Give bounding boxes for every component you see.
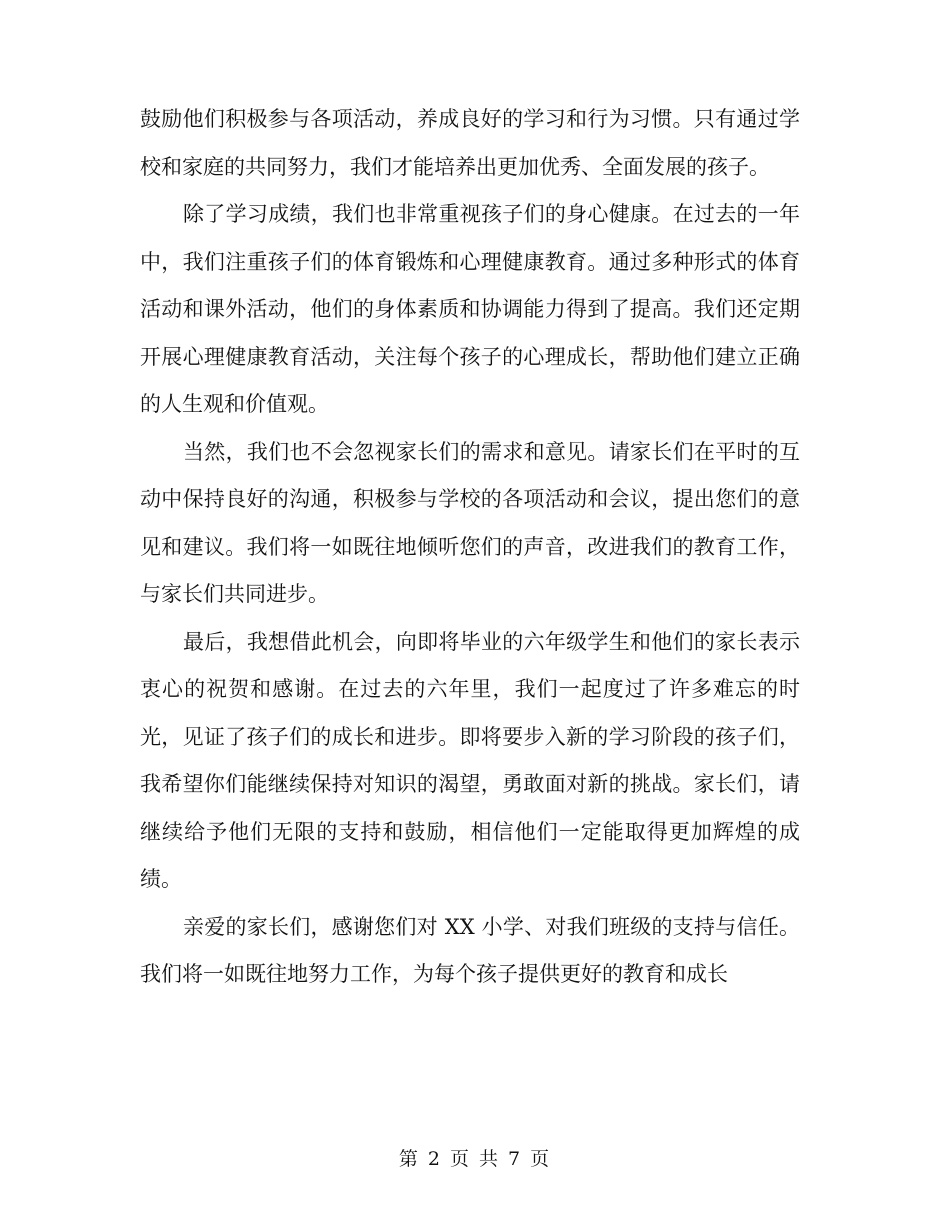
paragraph-4: 最后，我想借此机会，向即将毕业的六年级学生和他们的家长表示衷心的祝贺和感谢。在过去的六年里，我们一起度过了许多难忘的时光，见证了孩子们的成长和进步。即将要步入新的学习阶段的孩子们，我希望你们能继续保持对知识的渴望，勇敢面对新的挑战。家长们，请继续给予他们无限的支持和鼓励，相信他们一定能取得更加辉煌的成绩。 xyxy=(140,629,800,891)
paragraph-3: 当然，我们也不会忽视家长们的需求和意见。请家长们在平时的互动中保持良好的沟通，积极参与学校的各项活动和会议，提出您们的意见和建议。我们将一如既往地倾听您们的声音，改进我们的教育工作，与家长们共同进步。 xyxy=(140,439,800,606)
page-number-footer: 第 2 页 共 7 页 xyxy=(398,1148,552,1170)
paragraph-5: 亲爱的家长们，感谢您们对 XX 小学、对我们班级的支持与信任。我们将一如既往地努力工作，为每个孩子提供更好的教育和成长 xyxy=(140,914,800,986)
paragraph-1: 鼓励他们积极参与各项活动，养成良好的学习和行为习惯。只有通过学校和家庭的共同努力，我们才能培养出更加优秀、全面发展的孩子。 xyxy=(140,107,800,179)
document-body xyxy=(140,96,800,999)
paragraph-2: 除了学习成绩，我们也非常重视孩子们的身心健康。在过去的一年中，我们注重孩子们的体育锻炼和心理健康教育。通过多种形式的体育活动和课外活动，他们的身体素质和协调能力得到了提高。我们还定期开展心理健康教育活动，关注每个孩子的心理成长，帮助他们建立正确的人生观和价值观。 xyxy=(140,202,800,416)
